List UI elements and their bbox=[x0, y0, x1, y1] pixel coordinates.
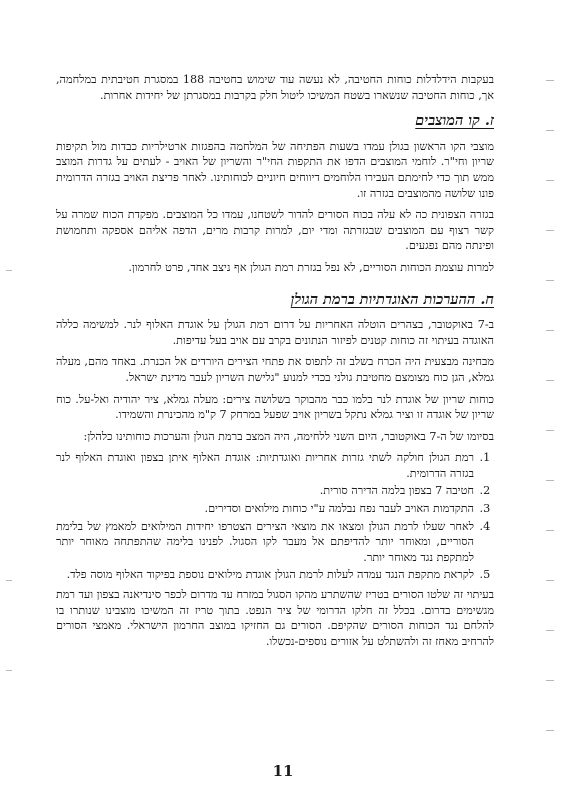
list-item: 4. לאחר שעלו לרמת הגולן ומצאו את מוצאי הצירים הצטרפו יחידות המילואים למאמץ של בלימת הסוריים, ומאוחר יותר להדיפתם אל מעבר לקו הסגול. לפנינו בלימה שהתפתחה מאוחר יותר למתקפת נגד מאוחר יותר. bbox=[56, 519, 476, 566]
list-item: 5. לקראת מתקפת הנגד עמדה לעלות לרמת הגולן אוגדת מילואים נוספת בפיקוד האלוף מוסה פלד. bbox=[56, 567, 476, 583]
intro-paragraph: בעקבות הידלדלות כוחות החטיבה, לא נעשה עוד שימוש בחטיבה 188 במסגרת חטיבתית במלחמה, אך, כוחות החטיבה שנשארו בשטח המשיכו ליטול חלק בקרבות במסגרתן של יחידות אחרות. bbox=[56, 73, 494, 102]
body-text bbox=[56, 72, 494, 655]
right-margin-marks bbox=[546, 60, 558, 760]
section-h-paragraph: כוחות שריון של אוגדת לנר בלמו כבר מהבוקר בשלושה צירים: מעלה גמלא, ציר יהודיה ואל-על. כוח שריון של אוגדה זו וציר גמלא נתקל בשריון אויב שפעל במרחק 7 ק"מ מהכינרת והשמידו. bbox=[56, 392, 494, 422]
section-z-paragraph: למרות עוצמת הכוחות הסוריים, לא נפל בגזרת רמת הגולן אף ניצב אחד, פרט לחרמון. bbox=[128, 260, 494, 274]
section-h-title: ח. ההערכות האוגדתיות ברמת הגולן bbox=[290, 290, 494, 308]
left-margin-marks bbox=[6, 60, 14, 760]
page-number: 11 bbox=[272, 762, 294, 780]
list-item: 1. רמת הגולן חולקה לשתי גזרות אחריות ואוגדתיות: אוגדת האלוף איתן בצפון ואוגדת האלוף לנר בגזרה הדרומית. bbox=[56, 450, 476, 481]
list-item: 3. התקדמות האויב לעבר נפח נבלמה ע"י כוחות מילואים וסדירים. bbox=[56, 501, 476, 517]
closing-paragraph: בעיתוי זה שלטו הסורים בטריז שהשתרע מהקו הסגול במזרח עד מדרום לכפר סינדיאנה בצפון ועד רמת מגשימים בדרום. בכלל זה חלקו הדרומי של ציר הנפט. בתוך טריז זה המשיכו מוצבינו שנותרו בו להלחם נגד הכוחות הסורים שהקיפם. הסורים גם החזיקו במוצב החרמון הישראלי. מאמצי הסורים להרחיב מאחז זה ולהשתלט על אזורים נוספים-נכשלו. bbox=[56, 588, 494, 648]
section-z-paragraph: מוצבי הקו הראשון בגולן עמדו בשעות הפתיחה של המלחמה בהפגזות ארטילריות כבדות מול תקיפות שריון וחי"ר. לוחמי המוצבים הדפו את התקפות החי"ר והשריון של האויב - לעתים על גדרות המוצב ממש תוך כדי לחימתם העבירו הלוחמים דיווחים חיוניים לכוחותינו. לאחר פריצת האויב בגזרה הדרומית פונו שלושה מהמוצבים בגזרה זו. bbox=[56, 139, 494, 200]
section-z-title: ז. קו המוצבים bbox=[415, 112, 494, 130]
list-item: 2. חטיבה 7 בצפון בלמה הדירה סורית. bbox=[56, 483, 476, 499]
section-h-paragraph: בסיומו של ה-7 באוקטובר, היום השני ללחימה, היה המצב ברמת הגולן והערכות כוחותינו כלהלן: bbox=[83, 429, 494, 443]
section-z-paragraph: בגזרה הצפונית כה לא עלה בכוח הסורים להדור לשטחנו, עמדו כל המוצבים. מפקדת הכוח שמרה על קשר רצוף עם המוצבים שבגזרתה ומדי יום, למרות קרבות מרים, הדפה אליהם אספקה ותחמושת ופינתה מהם נפגעים. bbox=[56, 208, 494, 253]
section-h-paragraph: מבחינה מבצעית היה הכרח בשלב זה לתפוס את פתחי הצירים היורדים אל הכנרת. באחד מהם, מעלה גמלא, הגן כוח מצומצם מחטיבת גולני בכדי למנוע "גלישת השריון לעבר מדינת ישראל. bbox=[56, 355, 494, 384]
numbered-list bbox=[56, 450, 494, 583]
section-h-paragraph: ב-7 באוקטובר, בצהרים הוטלה האחריות על דרום רמת הגולן על אוגדת האלוף לנר. למשימה כללה האוגדה בעיתוי זה כוחות קטנים לפיזור הנתונים בקרב עם אויב בעל עדיפות. bbox=[56, 318, 494, 347]
